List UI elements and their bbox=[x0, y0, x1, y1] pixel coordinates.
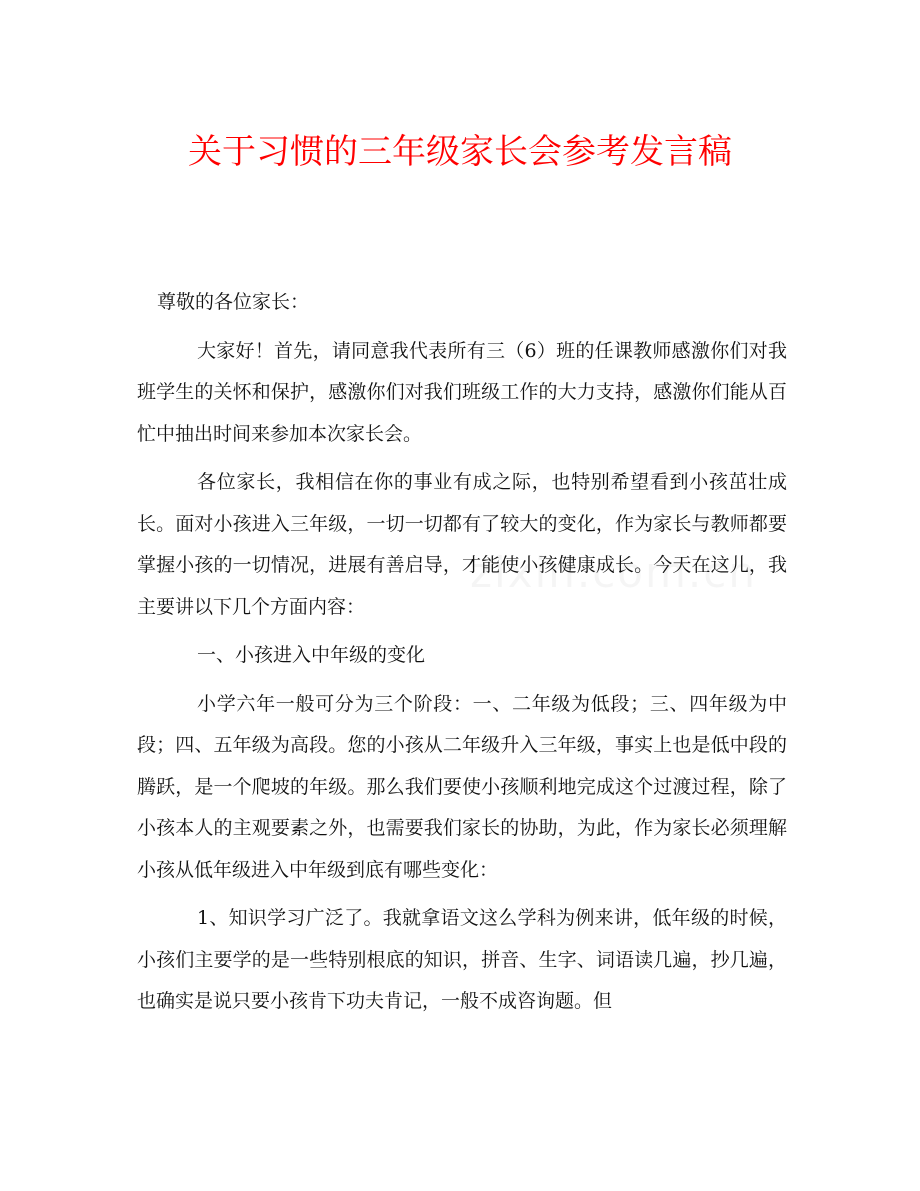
section-heading: 一、小孩进入中年级的变化 bbox=[197, 644, 426, 666]
paragraph-knowledge: 1、知识学习广泛了。我就拿语文这么学科为例来讲，低年级的时候，小孩们主要学的是一些特别根底的知识，拼音、生字、词语读几遍，抄几遍，也确实是说只要小孩肯下功夫肯记，一般不成咨询题。但 bbox=[137, 907, 787, 1012]
paragraph-stages: 小学六年一般可分为三个阶段：一、二年级为低段；三、四年级为中段；四、五年级为高段。您的小孩从二年级升入三年级，事实上也是低中段的腾跃，是一个爬坡的年级。那么我们要使小孩顺利地完成这个过渡过程，除了小孩本人的主观要素之外，也需要我们家长的协助，为此，作为家长必须理解小孩从低年级进入中年级到底有哪些变化： bbox=[137, 692, 787, 881]
document-title: 关于习惯的三年级家长会参考发言稿 bbox=[188, 132, 732, 172]
paragraph-greeting: 大家好！首先，请同意我代表所有三（6）班的任课教师感激你们对我班学生的关怀和保护，感激你们对我们班级工作的大力支持，感激你们能从百忙中抽出时间来参加本次家长会。 bbox=[137, 339, 787, 445]
paragraph-intro: 各位家长，我相信在你的事业有成之际，也特别希望看到小孩茁壮成长。面对小孩进入三年级，一切一切都有了较大的变化，作为家长与教师都要掌握小孩的一切情况，进展有善启导，才能使小孩健康成长。今天在这儿，我主要讲以下几个方面内容： bbox=[137, 471, 787, 618]
document-body bbox=[137, 282, 787, 1023]
salutation: 尊敬的各位家长： bbox=[157, 291, 310, 313]
